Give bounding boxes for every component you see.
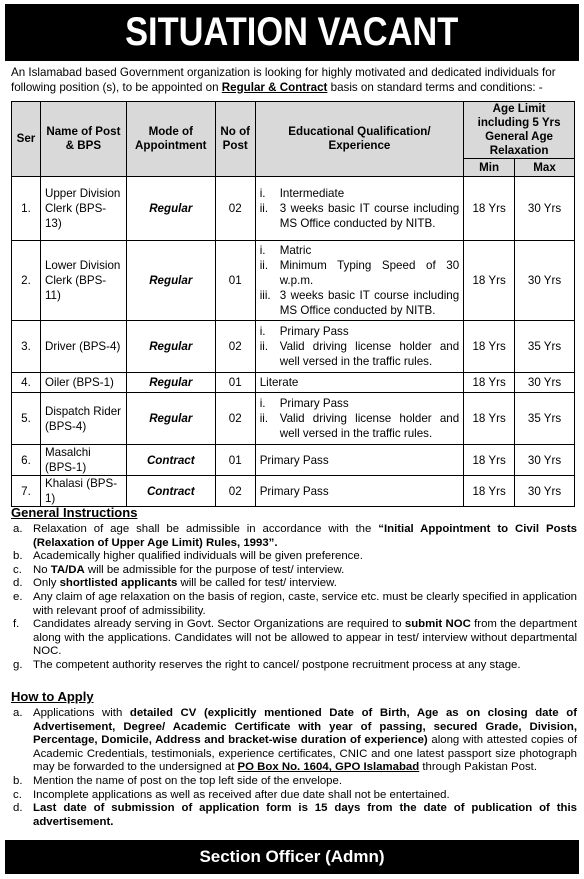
post-cell: Driver (BPS-4) bbox=[40, 321, 126, 373]
min-age-cell: 18 Yrs bbox=[464, 177, 515, 241]
table-row bbox=[12, 321, 575, 373]
header-min: Min bbox=[464, 159, 515, 177]
mode-cell: Regular bbox=[126, 241, 215, 321]
mode-cell: Regular bbox=[126, 373, 215, 393]
header-ser: Ser bbox=[12, 102, 41, 177]
no-of-post-cell: 02 bbox=[215, 177, 255, 241]
post-cell: Upper Division Clerk (BPS-13) bbox=[40, 177, 126, 241]
qualification-cell bbox=[255, 321, 463, 373]
ser-cell: 5. bbox=[12, 393, 41, 445]
qualification-line: Literate bbox=[259, 376, 299, 389]
post-cell: Masalchi (BPS-1) bbox=[40, 445, 126, 476]
ser-cell: 2. bbox=[12, 241, 41, 321]
list-item: b. Mention the name of post on the top left side of the envelope. bbox=[13, 774, 343, 787]
qualification-line: ii. Minimum Typing Speed of 30 w.p.m. bbox=[259, 259, 460, 287]
max-age-cell: 30 Yrs bbox=[515, 476, 575, 507]
no-of-post-cell: 01 bbox=[215, 445, 255, 476]
max-age-cell: 30 Yrs bbox=[515, 177, 575, 241]
header-max: Max bbox=[515, 159, 575, 177]
mode-cell: Contract bbox=[126, 476, 215, 507]
ser-cell: 1. bbox=[12, 177, 41, 241]
max-age-cell: 35 Yrs bbox=[515, 321, 575, 373]
no-of-post-cell: 02 bbox=[215, 393, 255, 445]
mode-cell: Regular bbox=[126, 177, 215, 241]
post-cell: Oiler (BPS-1) bbox=[40, 373, 126, 393]
no-of-post-cell: 02 bbox=[215, 321, 255, 373]
mode-cell: Contract bbox=[126, 445, 215, 476]
header-no-of-post: No of Post bbox=[215, 102, 255, 177]
list-item: a. Relaxation of age shall be admissible in accordance with the “Initial Appointment to Civil Posts (Relaxation of Upper Age Limit) Rules, 1993”. bbox=[13, 523, 577, 549]
vacancies-table bbox=[11, 101, 575, 507]
intro-text-end: basis on standard terms and conditions: - bbox=[327, 80, 543, 94]
no-of-post-cell: 01 bbox=[215, 241, 255, 321]
general-instructions-title: General Instructions bbox=[11, 505, 138, 520]
list-item: b. Academically higher qualified individuals will be given preference. bbox=[13, 550, 363, 563]
qualification-line: i. Matric bbox=[259, 244, 312, 257]
banner-title: SITUATION VACANT bbox=[125, 10, 459, 54]
ser-cell: 4. bbox=[12, 373, 41, 393]
max-age-cell: 30 Yrs bbox=[515, 445, 575, 476]
no-of-post-cell: 02 bbox=[215, 476, 255, 507]
max-age-cell: 35 Yrs bbox=[515, 393, 575, 445]
qualification-cell bbox=[255, 445, 463, 476]
header-mode: Mode of Appointment bbox=[126, 102, 215, 177]
max-age-cell: 30 Yrs bbox=[515, 373, 575, 393]
appointment-basis: Regular & Contract bbox=[221, 80, 328, 94]
no-of-post-cell: 01 bbox=[215, 373, 255, 393]
table-row bbox=[12, 445, 575, 476]
list-item: c. No TA/DA will be admissible for the purpose of test/ interview. bbox=[13, 563, 345, 576]
qualification-cell bbox=[255, 177, 463, 241]
pid-number: PID (I) 2176/25 bbox=[504, 850, 579, 862]
table-row bbox=[12, 476, 575, 507]
post-cell: Lower Division Clerk (BPS-11) bbox=[40, 241, 126, 321]
list-item: e. Any claim of age relaxation on the basis of region, caste, service etc. must be clearly specified in application with relevant proof of admissibility. bbox=[13, 590, 577, 617]
advertisement-banner bbox=[5, 4, 579, 61]
header-age-limit: Age Limit including 5 Yrs General Age Relaxation bbox=[464, 102, 575, 159]
signatory-banner bbox=[5, 840, 579, 874]
qualification-line: i. Intermediate bbox=[259, 187, 345, 200]
ser-cell: 6. bbox=[12, 445, 41, 476]
min-age-cell: 18 Yrs bbox=[464, 321, 515, 373]
qualification-line: Primary Pass bbox=[259, 484, 329, 498]
table-row bbox=[12, 393, 575, 445]
list-item: g. The competent authority reserves the right to cancel/ postpone recruitment process at any stage. bbox=[13, 658, 521, 671]
how-to-apply-title: How to Apply bbox=[11, 689, 94, 704]
list-item: a. Applications with detailed CV (explicitly mentioned Date of Birth, Age as on closing date of Advertisement, Degree/ Academic Certificate with year of passing, secured Grade, Division, Percentage, Domicile, Address and bracket-wise duration of experience) along with attested copies of Academic Credentials, testimonials, experience certificates, CNIC and one latest passport size photograph may be forwarded to the undersigned at PO Box No. 1604, GPO Islamabad through Pakistan Post. bbox=[13, 707, 578, 774]
ser-cell: 3. bbox=[12, 321, 41, 373]
ser-cell: 7. bbox=[12, 476, 41, 507]
table-row bbox=[12, 373, 575, 393]
min-age-cell: 18 Yrs bbox=[464, 373, 515, 393]
qualification-cell bbox=[255, 373, 463, 393]
qualification-line: ii. 3 weeks basic IT course including MS Office conducted by NITB. bbox=[259, 202, 460, 230]
qualification-line: Primary Pass bbox=[259, 453, 329, 467]
qualification-line: iii. 3 weeks basic IT course including MS Office conducted by NITB. bbox=[259, 289, 460, 317]
list-item: f. Candidates already serving in Govt. Sector Organizations are required to submit NOC from the department along with the applications. Candidates will not be allowed to appear in test/ interview without departmental NOC. bbox=[13, 618, 577, 658]
intro-text: An Islamabad based Government organization is looking for highly motivated and dedicated individuals for following position (s), to be appointed on bbox=[11, 66, 556, 94]
header-post: Name of Post & BPS bbox=[40, 102, 126, 177]
min-age-cell: 18 Yrs bbox=[464, 476, 515, 507]
qualification-cell bbox=[255, 476, 463, 507]
list-item: d. Only shortlisted applicants will be called for test/ interview. bbox=[13, 577, 337, 590]
post-cell: Khalasi (BPS-1) bbox=[40, 476, 126, 507]
min-age-cell: 18 Yrs bbox=[464, 241, 515, 321]
min-age-cell: 18 Yrs bbox=[464, 445, 515, 476]
mode-cell: Regular bbox=[126, 393, 215, 445]
qualification-line: ii. Valid driving license holder and well versed in the traffic rules. bbox=[259, 412, 460, 440]
table-row bbox=[12, 241, 575, 321]
qualification-line: i. Primary Pass bbox=[259, 397, 349, 410]
max-age-cell: 30 Yrs bbox=[515, 241, 575, 321]
list-item: c. Incomplete applications as well as received after due date shall not be entertained. bbox=[13, 788, 450, 801]
intro-paragraph bbox=[11, 66, 577, 95]
general-instructions bbox=[11, 505, 577, 673]
mode-cell: Regular bbox=[126, 321, 215, 373]
table-row bbox=[12, 177, 575, 241]
list-item: d. Last date of submission of application form is 15 days from the date of publication of this advertisement. bbox=[13, 802, 577, 828]
qualification-cell bbox=[255, 393, 463, 445]
signatory: Section Officer (Admn) bbox=[199, 847, 385, 866]
header-qualification: Educational Qualification/ Experience bbox=[255, 102, 463, 177]
post-cell: Dispatch Rider (BPS-4) bbox=[40, 393, 126, 445]
qualification-line: i. Primary Pass bbox=[259, 325, 349, 338]
qualification-cell bbox=[255, 241, 463, 321]
how-to-apply bbox=[11, 689, 577, 829]
qualification-line: ii. Valid driving license holder and well versed in the traffic rules. bbox=[259, 340, 460, 368]
min-age-cell: 18 Yrs bbox=[464, 393, 515, 445]
